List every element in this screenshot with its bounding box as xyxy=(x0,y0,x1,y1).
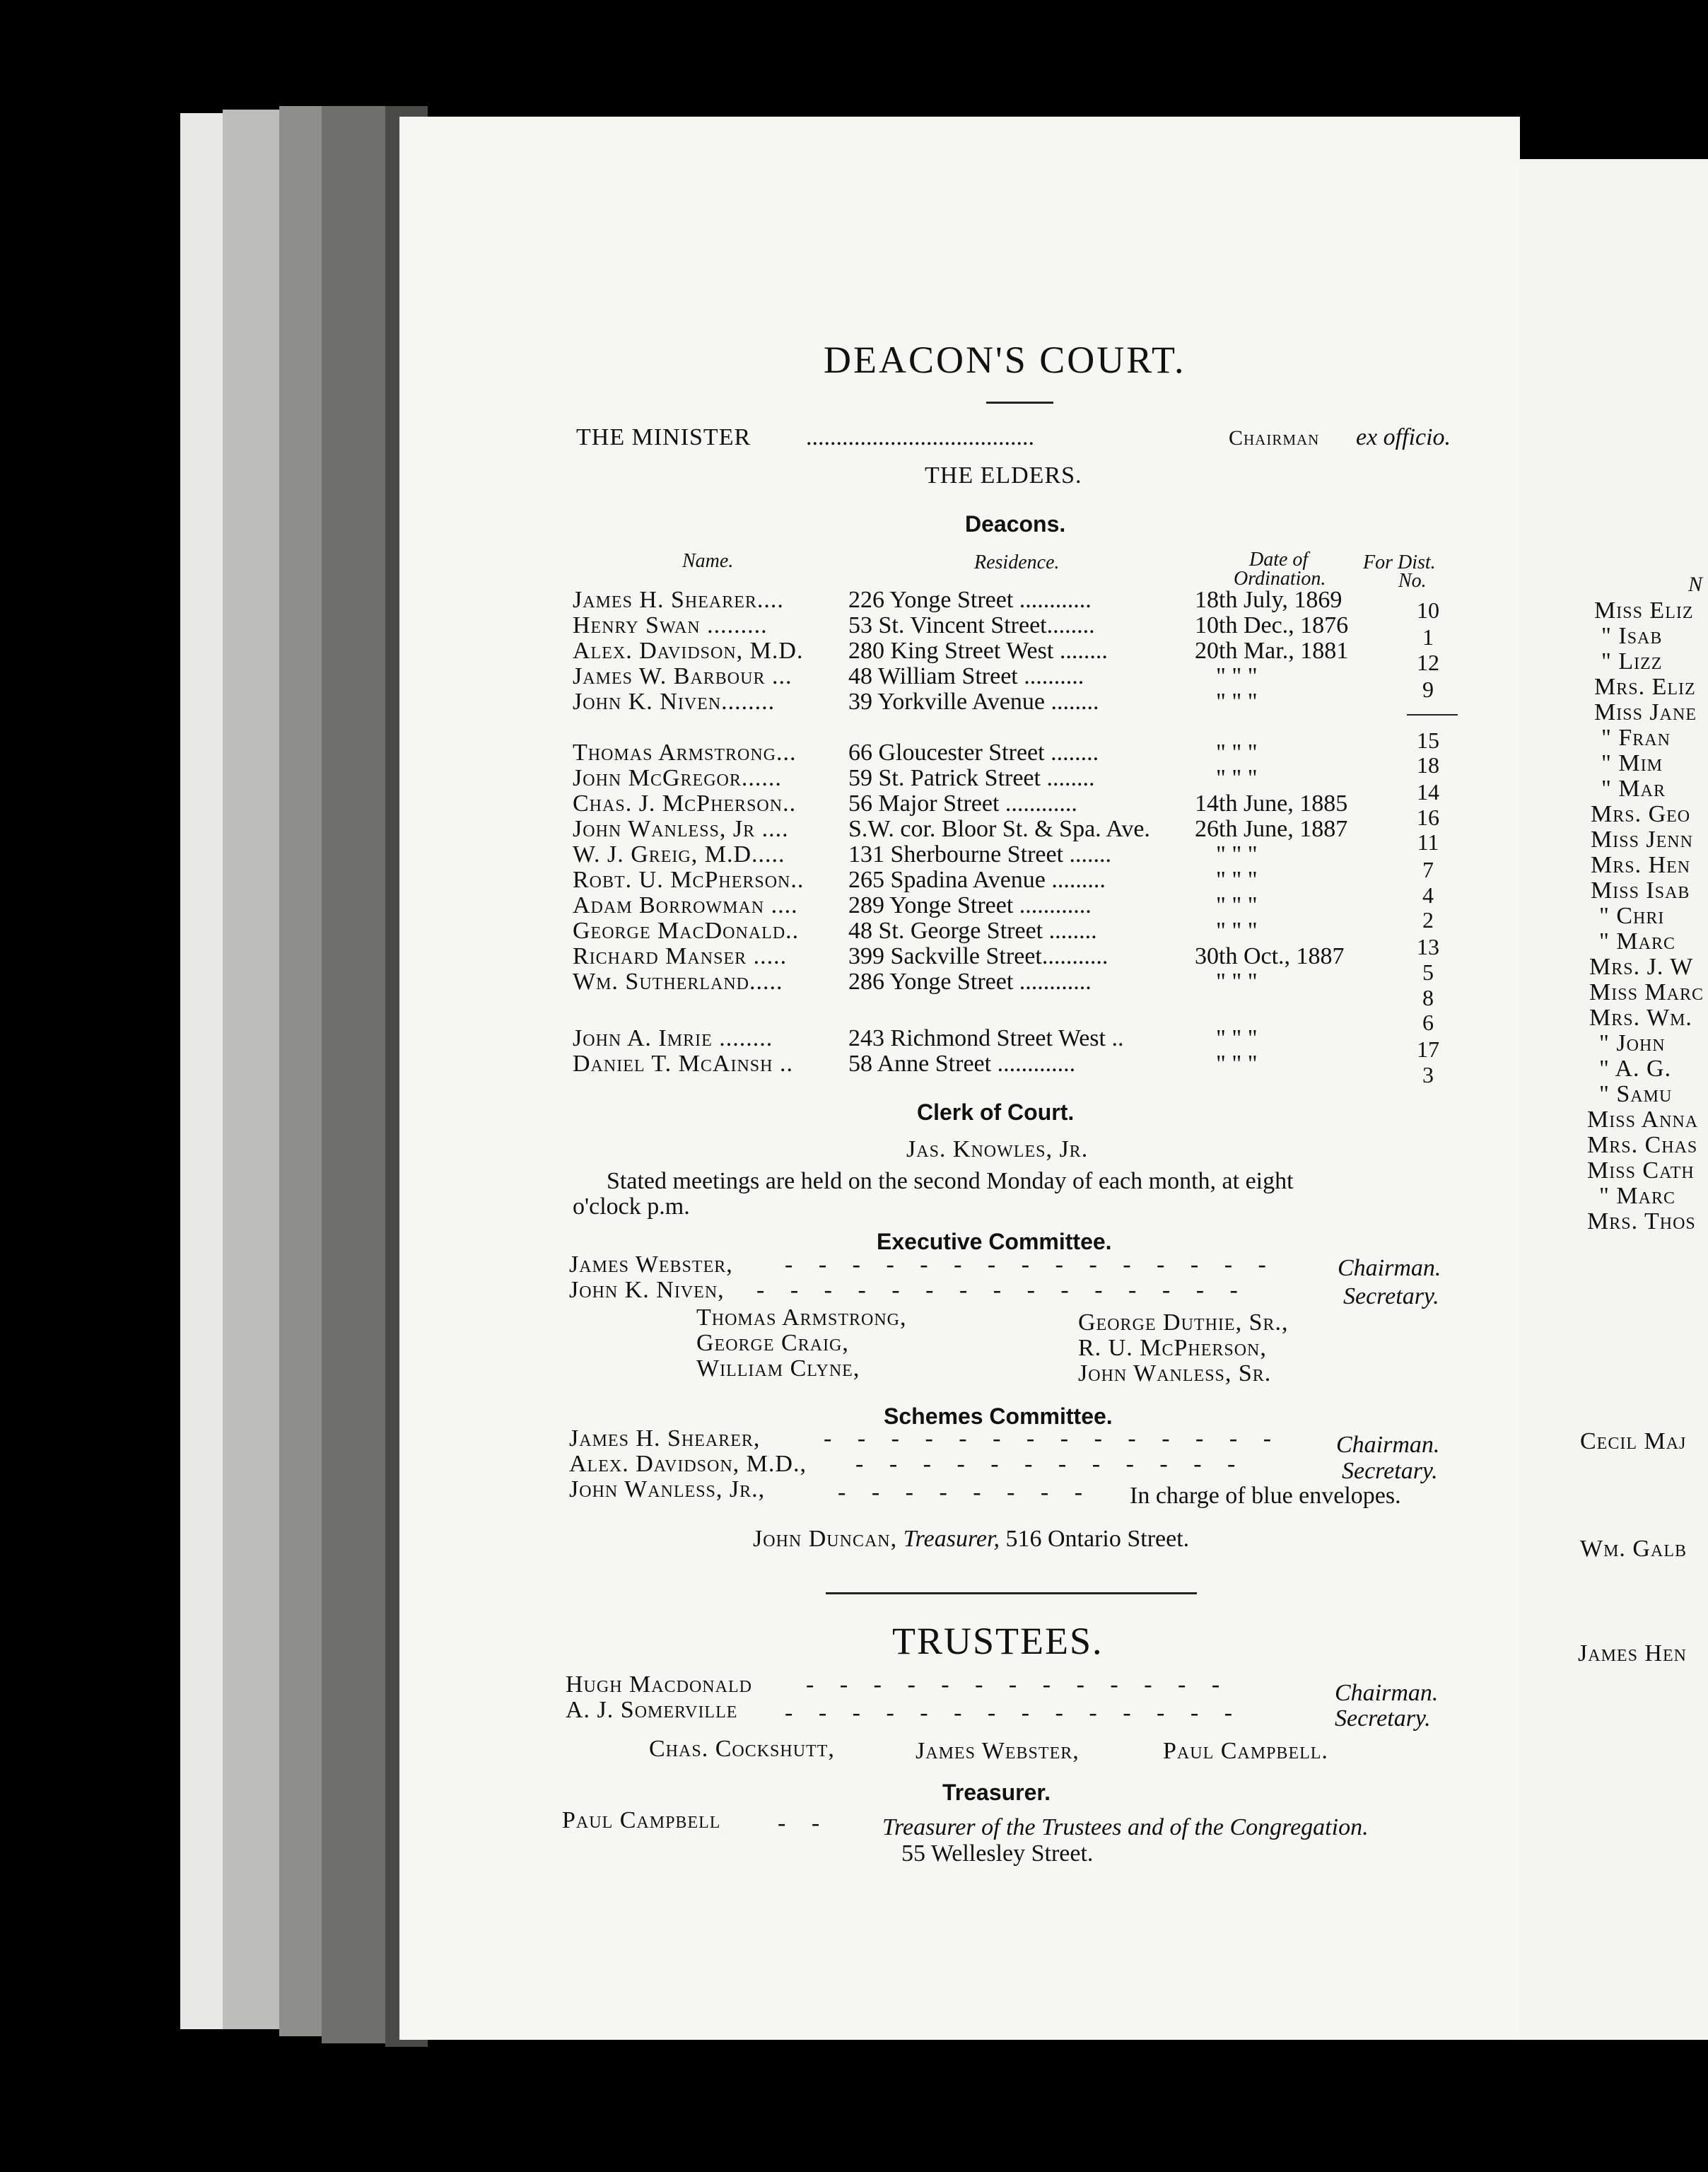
trustees-sec-role: Secretary. xyxy=(1335,1705,1431,1732)
executive-member: John Wanless, Sr. xyxy=(1078,1360,1272,1386)
dist-number: 16 xyxy=(1417,805,1439,830)
schemes-treasurer-address: 516 Ontario Street. xyxy=(1005,1526,1190,1552)
right-entry: " Chri xyxy=(1599,903,1665,929)
schemes-third-dashes: - - - - - - - - xyxy=(838,1479,1093,1505)
executive-member: R. U. McPherson, xyxy=(1078,1335,1267,1361)
right-entry: Mrs. Chas xyxy=(1587,1132,1698,1158)
right-entry: Miss Isab xyxy=(1591,877,1690,904)
page-title: DEACON'S COURT. xyxy=(824,339,1186,381)
right-entry: Mrs. J. W xyxy=(1589,954,1694,980)
title-rule xyxy=(986,402,1053,404)
dist-number: 4 xyxy=(1422,882,1434,908)
schemes-treasurer-role: Treasurer, xyxy=(903,1526,1000,1552)
deacon-row: John McGregor...... 59 St. Patrick Street ........ " " " xyxy=(573,765,1258,791)
meetings-text-1: Stated meetings are held on the second Monday of each month, at eight xyxy=(607,1168,1294,1194)
right-entry: " Isab xyxy=(1601,623,1663,649)
right-entry: " John xyxy=(1599,1030,1666,1056)
right-entry: " Fran xyxy=(1601,725,1671,751)
dist-number: 5 xyxy=(1422,959,1434,985)
trustees-sec-name: A. J. Somerville xyxy=(566,1697,738,1723)
schemes-heading: Schemes Committee. xyxy=(884,1403,1113,1429)
right-entry: Mrs. Hen xyxy=(1591,852,1691,878)
section-divider xyxy=(826,1592,1197,1594)
dist-number: 15 xyxy=(1417,728,1439,753)
col-residence-header: Residence. xyxy=(974,551,1060,573)
right-entry: Miss Jane xyxy=(1594,699,1697,725)
dist-number: 6 xyxy=(1422,1010,1434,1035)
clerk-heading: Clerk of Court. xyxy=(917,1099,1075,1125)
executive-member: George Duthie, Sr., xyxy=(1078,1309,1289,1336)
schemes-chair-name: James H. Shearer, xyxy=(569,1425,761,1452)
meetings-text-2: o'clock p.m. xyxy=(573,1193,690,1220)
right-entry: " Mar xyxy=(1601,776,1666,802)
treasurer-role: Treasurer of the Trustees and of the Congregation. xyxy=(882,1814,1369,1840)
treasurer-dashes: - - xyxy=(778,1810,830,1836)
treasurer-address: 55 Wellesley Street. xyxy=(901,1840,1094,1867)
deacon-row: Robt. U. McPherson.. 265 Spadina Avenue ......... " " " xyxy=(573,867,1258,893)
minister-role-italic: ex officio. xyxy=(1356,424,1451,450)
dist-number: 2 xyxy=(1422,907,1434,933)
executive-member: George Craig, xyxy=(696,1330,849,1356)
dist-number: 13 xyxy=(1417,934,1439,959)
minister-role: Chairman xyxy=(1229,426,1320,450)
right-lower-entry: Wm. Galb xyxy=(1580,1536,1687,1562)
schemes-sec-dashes: - - - - - - - - - - - - xyxy=(855,1451,1246,1477)
treasurer-name: Paul Campbell xyxy=(562,1807,721,1833)
deacons-heading: Deacons. xyxy=(965,511,1066,537)
executive-member: William Clyne, xyxy=(696,1355,860,1382)
deacon-row: Wm. Sutherland..... 286 Yonge Street ............ " " " xyxy=(573,969,1258,995)
deacon-row: W. J. Greig, M.D..... 131 Sherbourne Street ....... " " " xyxy=(573,841,1258,868)
dist-number: 17 xyxy=(1417,1037,1439,1062)
schemes-treasurer-name: John Duncan, xyxy=(753,1526,898,1552)
schemes-chair-role: Chairman. xyxy=(1336,1432,1440,1458)
right-entry: Mrs. Wm. xyxy=(1589,1005,1692,1031)
treasurer-heading: Treasurer. xyxy=(942,1780,1051,1805)
deacon-row: Richard Manser ..... 399 Sackville Street........... 30th Oct., 1887 xyxy=(573,943,1345,969)
minister-leader: ...................................... xyxy=(806,424,1034,450)
deacon-row: John Wanless, Jr .... S.W. cor. Bloor St. & Spa. Ave. 26th June, 1887 xyxy=(573,816,1348,842)
elders-heading: THE ELDERS. xyxy=(925,462,1082,489)
deacon-row: Alex. Davidson, M.D. 280 King Street West ........ 20th Mar., 1881 xyxy=(573,638,1349,664)
deacon-row: Daniel T. McAinsh .. 58 Anne Street ............. " " " xyxy=(573,1051,1258,1077)
right-entry: " Mim xyxy=(1601,750,1663,776)
dist-number: 12 xyxy=(1417,650,1439,675)
schemes-third-name: John Wanless, Jr., xyxy=(569,1476,766,1502)
deacon-row: James H. Shearer.... 226 Yonge Street ............ 18th July, 1869 xyxy=(573,587,1343,613)
col-date-header-2: Ordination. xyxy=(1234,568,1326,590)
trustee-member: Paul Campbell. xyxy=(1163,1738,1328,1764)
schemes-sec-name: Alex. Davidson, M.D., xyxy=(569,1451,807,1477)
executive-sec-name: John K. Niven, xyxy=(569,1277,725,1303)
dist-number: 10 xyxy=(1417,597,1439,623)
trustees-title: TRUSTEES. xyxy=(892,1620,1104,1662)
deacon-row: John A. Imrie ........ 243 Richmond Street West .. " " " xyxy=(573,1025,1258,1051)
right-entry: Miss Anna xyxy=(1587,1107,1699,1133)
right-entry: " Samu xyxy=(1599,1081,1673,1107)
trustee-member: Chas. Cockshutt, xyxy=(649,1736,835,1762)
right-entry: Miss Jenn xyxy=(1591,827,1693,853)
dist-number: 8 xyxy=(1422,985,1434,1010)
deacon-row: George MacDonald.. 48 St. George Street ........ " " " xyxy=(573,918,1258,944)
executive-chair-role: Chairman. xyxy=(1338,1255,1441,1281)
executive-chair-dashes: - - - - - - - - - - - - - - - xyxy=(785,1251,1276,1278)
trustee-member: James Webster, xyxy=(916,1738,1080,1764)
col-date-header-1: Date of xyxy=(1249,549,1309,571)
dist-number: 11 xyxy=(1417,829,1439,855)
right-entry: Miss Eliz xyxy=(1594,597,1694,624)
executive-member: Thomas Armstrong, xyxy=(696,1304,907,1331)
deacon-row: Henry Swan ......... 53 St. Vincent Street........ 10th Dec., 1876 xyxy=(573,612,1349,638)
right-entry: " Marc xyxy=(1599,928,1675,954)
executive-heading: Executive Committee. xyxy=(877,1229,1112,1254)
right-entry: Miss Cath xyxy=(1587,1157,1695,1184)
right-entry: Mrs. Eliz xyxy=(1594,674,1696,700)
schemes-sec-role: Secretary. xyxy=(1342,1458,1438,1484)
schemes-treasurer-line xyxy=(753,1526,1189,1553)
executive-chair-name: James Webster, xyxy=(569,1251,733,1278)
right-col-header: N xyxy=(1688,573,1703,596)
deacon-row: James W. Barbour ... 48 William Street .......... " " " xyxy=(573,663,1258,689)
dist-number: 3 xyxy=(1422,1062,1434,1087)
right-entry: " Marc xyxy=(1599,1183,1675,1209)
clerk-name: Jas. Knowles, Jr. xyxy=(906,1136,1089,1162)
deacon-row: Adam Borrowman .... 289 Yonge Street ............ " " " xyxy=(573,892,1258,918)
schemes-chair-dashes: - - - - - - - - - - - - - - xyxy=(824,1425,1282,1452)
right-lower-entry: James Hen xyxy=(1578,1640,1687,1666)
right-entry: Miss Marc xyxy=(1589,979,1704,1005)
minister-label: THE MINISTER xyxy=(576,424,751,450)
trustees-chair-role: Chairman. xyxy=(1335,1680,1439,1706)
deacon-row: John K. Niven........ 39 Yorkville Avenue ........ " " " xyxy=(573,689,1258,715)
col-dist-header-1: For Dist. xyxy=(1363,551,1436,573)
deacon-row: Thomas Armstrong... 66 Gloucester Street ........ " " " xyxy=(573,740,1258,766)
dist-number: 1 xyxy=(1422,624,1434,650)
trustees-sec-dashes: - - - - - - - - - - - - - - xyxy=(785,1700,1243,1726)
right-entry: " Lizz xyxy=(1601,648,1663,675)
col-dist-header-2: No. xyxy=(1398,570,1427,592)
dist-number: 18 xyxy=(1417,752,1439,778)
schemes-third-role: In charge of blue envelopes. xyxy=(1130,1483,1401,1509)
deacon-row: Chas. J. McPherson.. 56 Major Street ............ 14th June, 1885 xyxy=(573,790,1348,817)
right-lower-entry: Cecil Maj xyxy=(1580,1428,1687,1454)
col-name-header: Name. xyxy=(682,550,734,572)
trustees-chair-dashes: - - - - - - - - - - - - - xyxy=(806,1671,1230,1698)
executive-sec-role: Secretary. xyxy=(1343,1283,1439,1309)
right-entry: Mrs. Thos xyxy=(1587,1208,1696,1234)
dist-subtotal-rule xyxy=(1407,714,1458,716)
right-entry: " A. G. xyxy=(1599,1056,1672,1082)
executive-sec-dashes: - - - - - - - - - - - - - - - xyxy=(756,1277,1248,1303)
dist-number: 9 xyxy=(1422,677,1434,702)
trustees-chair-name: Hugh Macdonald xyxy=(566,1671,752,1698)
right-entry: Mrs. Geo xyxy=(1591,801,1691,827)
dist-number: 7 xyxy=(1422,857,1434,882)
dist-number: 14 xyxy=(1417,779,1439,805)
